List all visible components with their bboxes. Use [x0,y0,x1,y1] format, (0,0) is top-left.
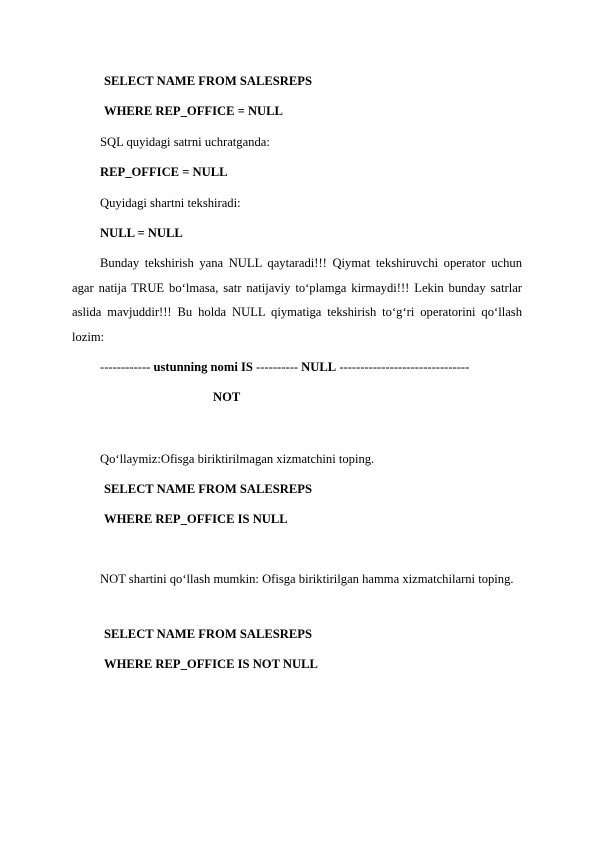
syntax-column-name: ustunning nomi IS [153,360,253,374]
query3-where-line: WHERE REP_OFFICE IS NOT NULL [104,657,318,671]
not-text: NOT shartini qo‘llash mumkin: Ofisga biriktirilgan hamma xizmatchilarni toping. [100,572,514,586]
query2-where-line: WHERE REP_OFFICE IS NULL [104,512,288,526]
null-eq-null-line: NULL = NULL [100,226,183,240]
syntax-null: NULL [301,360,337,374]
syntax-line [100,359,469,375]
explanation-paragraph [72,251,522,349]
syntax-not: NOT [213,390,241,404]
syntax-dashes-mid: ---------- [256,360,298,374]
checks-condition-text: Quyidagi shartni tekshiradi: [100,196,241,210]
query3-select-line: SELECT NAME FROM SALESREPS [104,627,312,641]
query1-select-line: SELECT NAME FROM SALESREPS [104,74,312,88]
query2-select-line: SELECT NAME FROM SALESREPS [104,482,312,496]
syntax-dashes-left: ------------ [100,360,151,374]
sql-encounter-text: SQL quyidagi satrni uchratganda: [100,135,270,149]
syntax-dashes-right: ------------------------------- [339,360,470,374]
apply-text: Qo‘llaymiz:Ofisga biriktirilmagan xizmatchini toping. [100,452,375,466]
rep-office-eq-null-line: REP_OFFICE = NULL [100,165,228,179]
explanation-text: Bunday tekshirish yana NULL qaytaradi!!! Qiymat tekshiruvchi operator uchun agar natija TRUE bo‘lmasa, satr natijaviy to‘plamga kirmaydi!!! Lekin bunday satrlar aslida mavjuddir!!! Bu holda NULL qiymatiga tekshirish to‘g‘ri operatorini qo‘llash lozim: [72,256,522,344]
not-paragraph [72,567,522,592]
query1-where-line: WHERE REP_OFFICE = NULL [104,104,283,118]
